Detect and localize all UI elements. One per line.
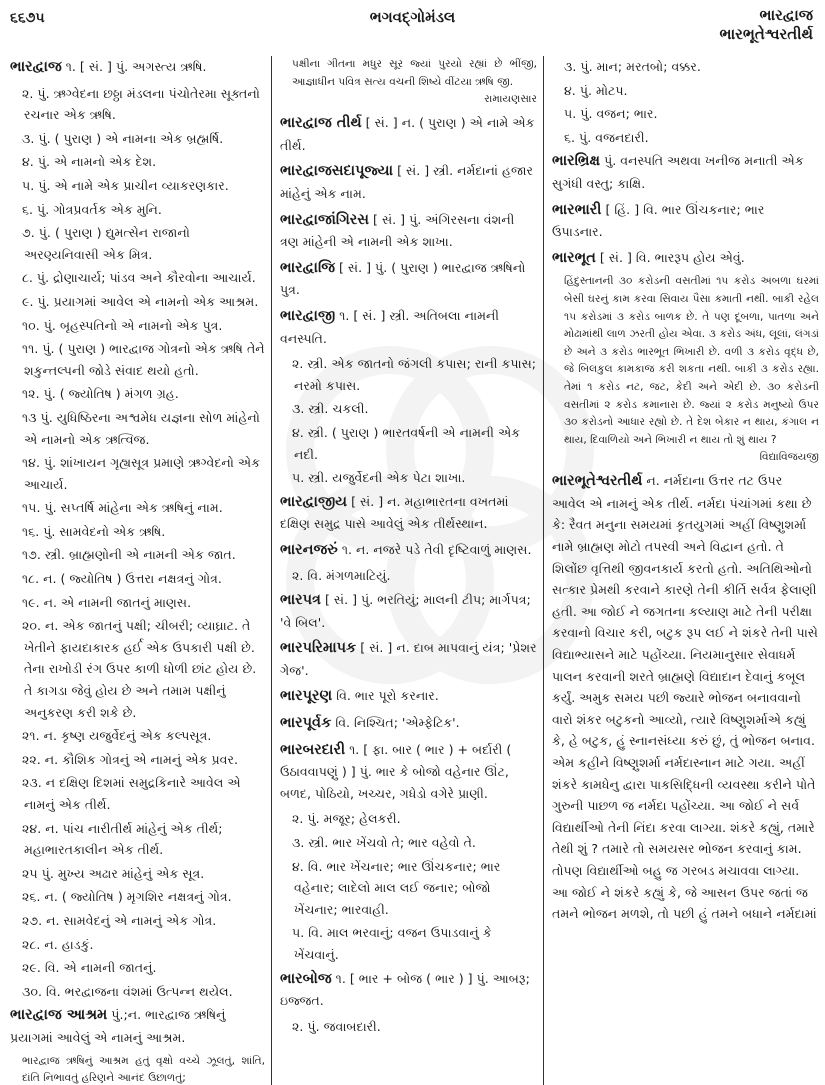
page-header: [0, 0, 825, 52]
sense: ૧૯. ન. એ નામની જાતનું માણસ.: [22, 594, 192, 610]
sense: ૫. સ્ત્રી. યજુર્વેદની એક પેટા શાખા.: [292, 470, 466, 486]
definition: પું.;ન. ભારદ્વાજ ઋષિનું પ્રયાગમાં આવેલું એ નામનું આશ્રમ.: [10, 1007, 226, 1045]
sense: ૪. સ્ત્રી. ( પુરાણ ) ભારતવર્ષની એ નામની એક નદી.: [292, 424, 521, 462]
dictionary-entry: [280, 637, 537, 681]
sense: ૫. પું. વજન; ભાર.: [564, 106, 658, 122]
headword: ભારભૂત: [552, 249, 596, 266]
dictionary-entry: [280, 968, 537, 1012]
sense: ૮. પું. દ્રોણાચાર્ય; પાંડવ અને કૌરવોના આચાર્ય.: [22, 270, 256, 286]
dictionary-entry: [552, 470, 819, 924]
sense: ૬. પું. વજનદારી.: [564, 129, 649, 145]
sense: ૫. પું. એ નામે એક પ્રાચીન વ્યાકરણકાર.: [22, 177, 229, 193]
sense: ૧૫. પું. સપ્તર્ષિ માંહેના એક ઋષિનું નામ.: [22, 500, 223, 516]
headword: ભારદ્વાજી: [280, 307, 336, 324]
dictionary-entry: [280, 112, 537, 156]
sense: ૧૪. પું. શાંખાયન ગૃહ્યસૂત્ર પ્રમાણે ઋગ્વેદનો એક આચાર્ય.: [22, 455, 261, 492]
headword: ભારપત્ર: [280, 592, 321, 609]
sense: ૨૭. ન. સામવેદનું એ નામનું એક ગોત્ર.: [22, 912, 217, 928]
dictionary-entry: [10, 1004, 265, 1048]
dictionary-entry: [280, 305, 537, 349]
sense: ૨. પું. જવાબદારી.: [292, 1018, 381, 1034]
book-title: ભગવદ્ગોમંડલ: [369, 8, 456, 26]
definition: [ હિં. ] વિ. ભાર ઊંચકનાર; ભાર ઉપાડનાર.: [552, 201, 765, 240]
sense: ૩. પું. ( પુરાણ ) એ નામના એક બ્રહ્મર્ષિ.: [22, 130, 224, 146]
sense: ૨૦. ન. એક જાતનું પક્ષી; ચીબરી; વ્યાઘ્રાટ. તે ખેતીને ફાયદાકારક હર્ઈ એક ઉપકારી પક્ષી છે. તેના રાખોડી રંગ ઉપર કાળી ધોળી છાંટ હોય છે. તે કાગડા જેવું હોય છે અને તમામ પક્ષીનું અનુકરણ કરી શકે છે.: [22, 618, 257, 720]
definition: વિ. નિશ્ચિત; 'એમ્ફેટિક'.: [335, 715, 460, 731]
sense: ૨૪. ન. પાંચ નારીતીર્થ માંહેનું એક તીર્થ; મહાભારતકાલીન એક તીર્થ.: [22, 820, 223, 858]
definition: ૧. [ ભાર + બોજ ( ભાર ) ] પું. આબરૂ; ઇજ્જત.: [280, 970, 530, 1009]
sense: ૨૨. ન. કૌશિક ગોત્રનું એ નામનું એક પ્રવર.: [22, 751, 238, 767]
dictionary-entry: [280, 685, 537, 708]
sense: ૨. સ્ત્રી. એક જાતનો જંગલી કપાસ; રાની કપાસ; નરમો કપાસ.: [292, 356, 537, 393]
sense: ૫. વિ. માલ ભરવાનું; વજન ઉપાડવાનું કે ખેંચવાનું.: [292, 925, 492, 962]
sense: ૩. સ્ત્રી. ભાર ખેંચવો તે; ભાર વહેવો તે.: [292, 835, 476, 850]
definition: પું. વનસ્પતિ અથવા ખનીજ મનાતી એક સુગંધી વસ્તુ; કાક્ષિ.: [552, 153, 804, 191]
dictionary-entry: [280, 491, 537, 535]
column-2: [272, 56, 544, 1085]
definition: [ સં. ] ન. ( પુરાણ ) એ નામે એક તીર્થ.: [280, 115, 535, 153]
sense: ૨૯. વિ. એ નામની જાતનું.: [22, 960, 157, 976]
sense: ૩. પું. માન; મરતબો; વક્કર.: [564, 59, 701, 74]
sense: ૨. પું. ઋગ્વેદના છઠ્ઠા મંડલના પંચોતેરમા સૂક્તનો રચનાર એક ઋષિ.: [22, 85, 260, 123]
headword: ભારદ્વાજ તીર્થ: [280, 115, 362, 132]
definition: [ સં. ] વિ. ભારરૂપ હોય એવું.: [599, 249, 745, 265]
headword: ભારદ્વાજીય: [280, 493, 348, 510]
sense: ૧૩ પું. યુધિષ્ઠિરના અશ્વમેધ યજ્ઞના સોળ માંહેનો એ નામનો એક ઋત્વિજ.: [22, 409, 260, 447]
sense: ૪. પું. મોટપ.: [564, 82, 628, 98]
sense: ૯. પું. પ્રયાગમાં આવેલ એ નામનો એક આશ્રમ.: [22, 293, 259, 309]
sense: ૧૮. ન. ( જ્યોતિષ ) ઉત્તરા નક્ષત્રનું ગોત્ર.: [22, 571, 222, 587]
dictionary-entry: [10, 56, 265, 79]
quotation: હિંદુસ્તાનની ૩૦ કરોડની વસતીમાં ૧૫ કરોડ અબળા ઘરમાં બેસી ઘરનું કામ કરવા સિવાય પૈસા કમાતી નથી. બાકી રહેલ ૧૫ કરોડમાં ૩ કરોડ બાળક છે. તે પણ દૂબળા, પાતળા અને મોઢામાંથી લાળ ઝરતી હોય એવા. ૩ કરોડ અંધ, લૂલાં, લંગડાં છે અને ૩ કરોડ ભારભૂત ભિખારી છે. વળી ૩ કરોડ વૃદ્ધ છે, જે બિલકુલ કામકાજ કરી શકતા નથી. બાકી ૩ કરોડ રહ્યા. તેમાં ૧ કરોડ નટ, જટ, કેદી અને એદી છે. ૩૦ કરોડની વસતીમાં ૨ કરોડ કમાનારા છે. જ્યાં ૨ કરોડ મનુષ્યો ઉપર ૩૦ કરોડનો આધાર રહ્યો છે. તે દેશ બેકાર ન થાય, કંગાલ ન થાય, દિવાળિયો અને ભિખારી ન થાય તો શું થાય ?: [564, 275, 819, 446]
sense: ૪. વિ. ભાર ખેંચનાર; ભાર ઊંચકનાર; ભાર વહેનાર; લાદેલો માલ લઈ જનાર; બોજો ખેંચનાર; ભારવાહી.: [292, 858, 501, 917]
sense: ૩. સ્ત્રી. ચકલી.: [292, 401, 369, 417]
sense: ૨૬. ન. ( જ્યોતિષ ) મૃગશિર નક્ષત્રનું ગોત્ર.: [22, 889, 232, 905]
headword: ભારદ્વાજ આશ્રમ: [10, 1007, 108, 1024]
headword: ભારદ્વાજાંગિરસ: [280, 211, 370, 228]
headword: ભારભ્રિક્ષ: [552, 153, 601, 170]
headword: ભારનજરું: [280, 541, 338, 558]
sense: ૨૮. ન. હાડકું.: [22, 936, 94, 952]
headword: ભારદ્વાજિ: [280, 259, 335, 276]
dictionary-entry: [280, 539, 537, 562]
definition: ૧. [ ફા. બાર ( ભાર ) + બર્દારી ( ઉઠાવવાપણું ) ] પું. ભાર કે બોજો વહેનાર ઊંટ, બળદ, પોઠિયો, ખચ્ચર, ગધેડો વગેરે પ્રાણી.: [280, 741, 512, 801]
quotation: ભારદ્વાજ ઋષિનું આશ્રમ હતું વૃક્ષો વચ્ચે ઝૂલતું, શાંતિ, દાંતિ નિભાવતું હરિણને આનંદ ઉછાળતું;: [22, 1054, 265, 1085]
definition: [ સં. ] સ્ત્રી. નર્મદાનાં હજાર માંહેનું એક નામ.: [280, 163, 534, 201]
sense: ૧૨. પું. ( જ્યોતિષ ) મંગળ ગ્રહ.: [22, 386, 179, 402]
sense: ૭. પું. ( પુરાણ ) દ્યુમત્સેન રાજાનો અરણ્યનિવાસી એક મિત્ર.: [22, 225, 190, 262]
quotation: પક્ષીના ગીતના મધુર સૂર જ્યાં પુરયો રહ્યાં છે ભીંજી, આજ્ઞાધીન પવિત્ર સત્ય વચની શિષ્યે વીંટયા ઋષિ જી.: [292, 58, 537, 88]
sense: ૨૫ પું. મુખ્ય અઢાર માંહેનું એક સૂત્ર.: [22, 865, 205, 881]
dictionary-entry: [280, 739, 537, 805]
sense: ૧૧. પું. ( પુરાણ ) ભારદ્વાજ ગોત્રનો એક ઋષિ તેને શકુન્તલ્પની જોડે સંવાદ થયો હતો.: [22, 341, 265, 378]
sense: ૨૩. ન દક્ષિણ દિશમાં સમુદ્રકિનારે આવેલ એ નામનું એક તીર્થ.: [22, 775, 241, 812]
sense: ૨૧. ન. કૃષ્ણ યજુર્વેદનું એક કલ્પસૂત્ર.: [22, 728, 212, 744]
definition: [ સં. ] ન. દાબ માપવાનું યંત્ર; 'પ્રેશર ગેજ'.: [280, 640, 537, 678]
headword: ભારભારી: [552, 201, 602, 218]
dictionary-entry: [280, 712, 537, 735]
quotation-source: રામાયણસાર: [484, 93, 537, 106]
definition: [ સં. ] પું. અંગિરસના વંશની ત્રણ માંહેની એ નામની એક શાખા.: [280, 211, 515, 250]
dictionary-entry: [552, 150, 819, 194]
dictionary-entry: [280, 209, 537, 253]
page-number: ૬૬૭૫: [10, 10, 45, 26]
sense: ૩૦. વિ. ભરદ્વાજના વંશમાં ઉત્પન્ન થયેલ.: [22, 983, 233, 999]
headword: ભારપરિમાપક: [280, 640, 357, 657]
sense: ૧૬. પું. સામવેદનો એક ઋષિ.: [22, 523, 166, 539]
dictionary-entry: [552, 247, 819, 270]
sense: ૨. પું. મજૂર; હેલકરી.: [292, 811, 401, 827]
definition: [ સં. ] પું. ભરતિયું; માલની ટીપ; માર્ગપત્ર; 'વે બિલ'.: [280, 592, 531, 630]
sense: ૨. વિ. મંગળમાટિયું.: [292, 568, 391, 584]
headword: ભારબરદારી: [280, 741, 346, 758]
sense: ૧૭. સ્ત્રી. બ્રાહ્મણોની એ નામની એક જાત.: [22, 547, 236, 563]
sense: ૪. પું. એ નામનો એક દેશ.: [22, 154, 157, 170]
quotation-source: વિદ્યાવિજયજી: [759, 451, 819, 464]
sense: ૧૦. પું. બૃહસ્પતિનો એ નામનો એક પુત્ર.: [22, 317, 223, 333]
headword: ભારદ્વાજ: [10, 59, 62, 75]
dictionary-entry: [552, 199, 819, 243]
headword: ભારપૂરણ: [280, 688, 333, 705]
guide-word-first: ભારદ્વાજ: [759, 6, 813, 24]
definition: ૧. [ સં. ] પું. અગસ્ત્ય ઋષિ.: [65, 59, 207, 74]
dictionary-columns: [0, 56, 825, 1085]
headword: ભારભૂતેશ્વરતીર્થ: [552, 473, 643, 490]
sense: ૬. પું. ગોત્રપ્રવર્તક એક મુનિ.: [22, 201, 162, 217]
headword: ભારદ્વાજસદાપૂજ્યા: [280, 163, 394, 180]
column-3: [544, 56, 825, 1085]
definition: વિ. ભાર પૂરો કરનાર.: [336, 688, 439, 704]
column-1: [0, 56, 272, 1085]
definition: ૧. ન. નજરે પડે તેવી દૃષ્ટિવાળું માણસ.: [341, 541, 532, 557]
headword: ભારબોજ: [280, 970, 332, 987]
headword: ભારપૂર્વક: [280, 715, 332, 732]
definition: [ સં. ] ન. મહાભારતના વખતમાં દક્ષિણ સમુદ્ર પાસે આવેલું એક તીર્થસ્થાન.: [280, 493, 509, 532]
dictionary-entry: [280, 160, 537, 204]
definition: ૧. [ સં. ] સ્ત્રી. અતિબલા નામની વનસ્પતિ.: [280, 307, 499, 346]
guide-word-last: ભારભૂતેશ્વરતીર્થ: [719, 25, 813, 43]
dictionary-entry: [280, 257, 537, 301]
definition: [ સં. ] પું. ( પુરાણ ) ભારદ્વાજ ઋષિનો પુત્ર.: [280, 259, 526, 298]
guide-words: [720, 6, 814, 44]
dictionary-entry: [280, 589, 537, 633]
definition: ન. નર્મદાના ઉત્તર તટ ઉપર આવેલ એ નામનું એક તીર્થ. નર્મદા પંચાંગમાં કથા છે કે: રૈવત મનુના સમયમાં કૃતયુગમાં અહીં વિષ્ણુશર્મા નામે બ્રાહ્મણ મોટો તપસ્વી અને વિદ્વાન હતો. તે શિલોંછ વૃત્તિથી જીવનકાર્ય કરતો હતો. અતિથિઓનો સત્કાર પ્રેમથી કરવાને કારણે તેની કીર્તિ સર્વત્ર ફેલાણી હતી. આ જોઈ ને જગતના કલ્યાણ માટે તેની પરીક્ષા કરવાનો વિચાર કરી, બટુક રૂપ લઈ ને શંકરે તેની પાસે વિદ્યાભ્યાસને માટે પહોંચ્યા. નિયમાનુસાર સેવાધર્મ પાલન કરવાની શરતે બ્રાહ્મણે વિદ્યાદાન દેવાનું કબૂલ કર્યું. અમુક સમય પછી જ્યારે ભોજન બનાવવાનો વારો શંકર બટુકનો આવ્યો, ત્યારે વિષ્ણુશર્માએ કહ્યું કે, હે બટુક, હું સ્નાનસંધ્યા કરું છું, તું ભોજન બનાવ. એમ કહીને વિષ્ણુશર્મા નર્મદાસ્નાન માટે ગયા. અહીં શંકરે કામધેનુ દ્વારા પાકસિદ્ધિની વ્યવસ્થા કરીને પોતે ગુરુની પાછળ જ નર્મદા પહોંચ્યા. આ જોઈ ને સર્વ વિદ્યાર્થીઓ તેની નિંદા કરવા લાગ્યા. શંકરે કહ્યું, તમારે તેથી શું ? તમારે તો સમયસર ભોજન કરવાનું કામ. તોપણ વિદ્યાર્થીઓ બહુ જ ગરબડ મચાવવા લાગ્યા. આ જોઈ ને શંકરે કહ્યું કે, જે આસન ઉપર જતાં જ તમને ભોજન મળશે, તો પછી હું તમને બધાને નર્મદામાં: [552, 473, 819, 922]
